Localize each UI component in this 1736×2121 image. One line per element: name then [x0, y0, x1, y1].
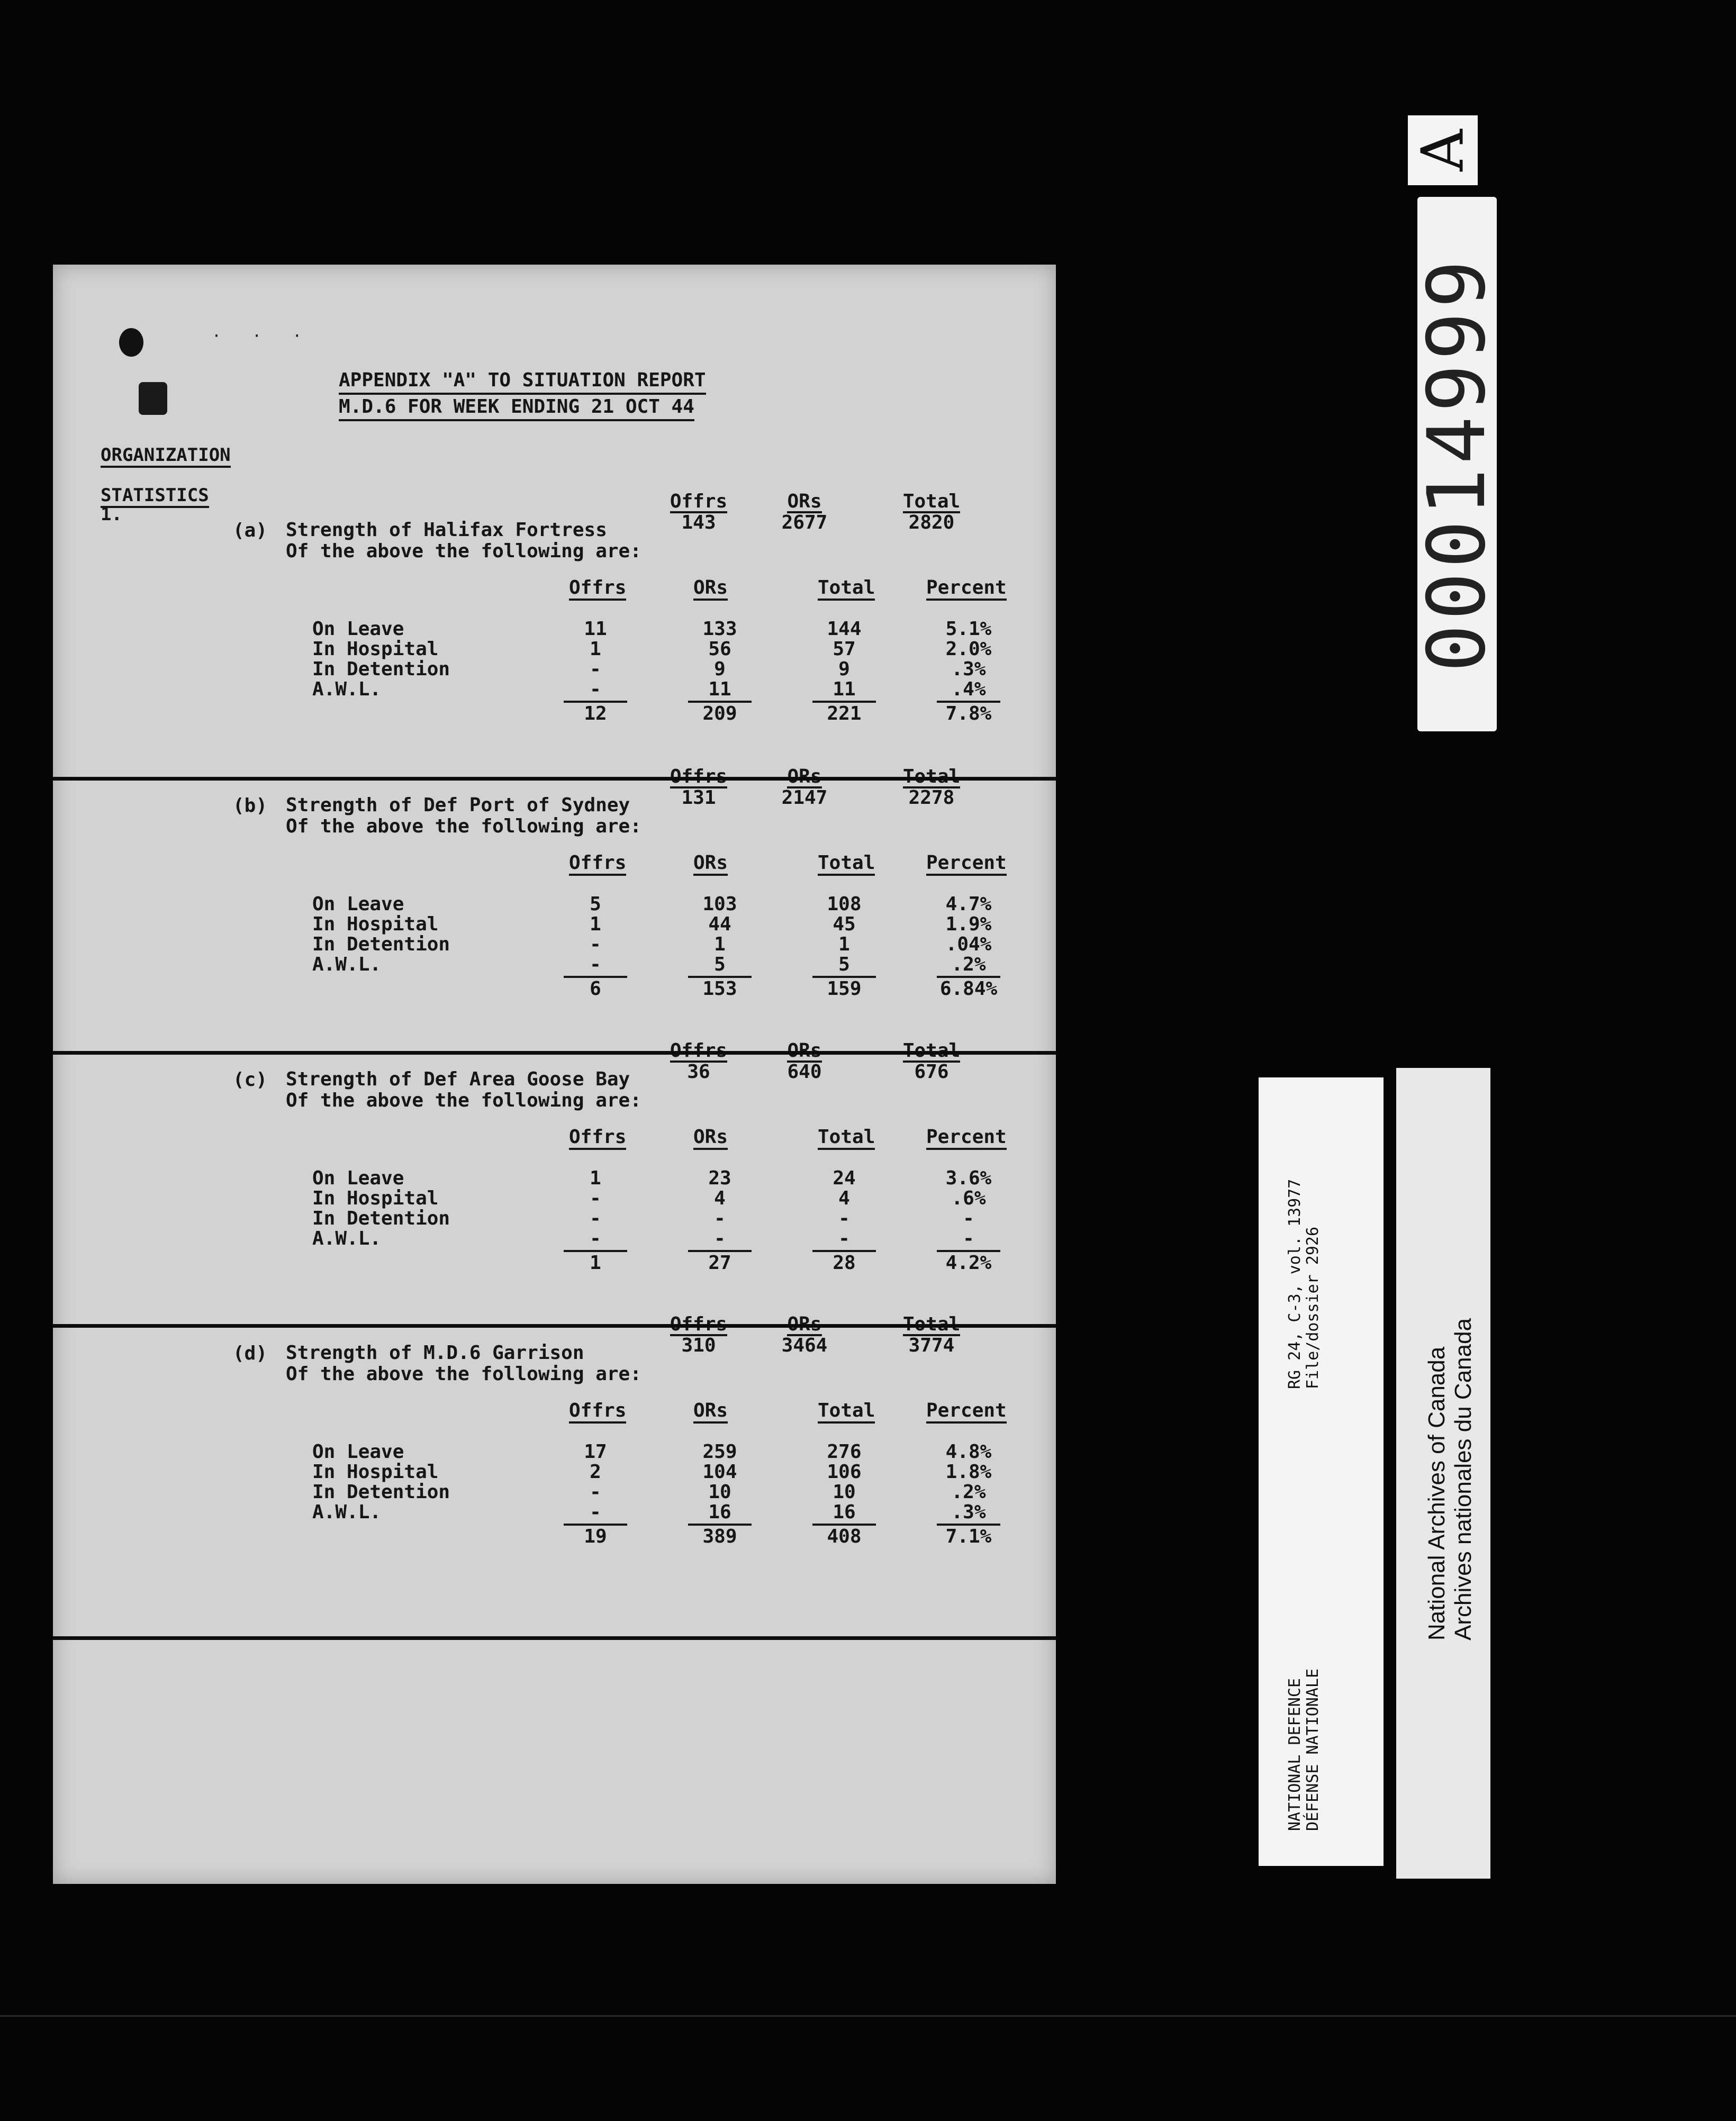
document-page: [53, 265, 1056, 1884]
row-label: In Hospital: [312, 1461, 439, 1483]
strength-heading: Strength of Def Port of Sydney: [286, 794, 630, 816]
row-label: On Leave: [312, 1167, 404, 1189]
archives-line-1: National Archives of Canada: [1424, 1346, 1450, 1640]
section-divider: [53, 777, 1056, 781]
row-label: In Hospital: [312, 638, 439, 660]
cell-offrs: -: [590, 658, 601, 680]
total-ors: 389: [702, 1526, 737, 1547]
department-line-1: NATIONAL DEFENCE: [1286, 1678, 1304, 1831]
column-header-percent: Percent: [926, 1126, 1007, 1150]
total-offrs: 19: [584, 1526, 607, 1547]
strength-heading: Strength of Halifax Fortress: [286, 519, 607, 541]
cell-ors: 23: [708, 1167, 731, 1189]
cell-ors: 10: [708, 1481, 731, 1503]
row-label: In Hospital: [312, 1188, 439, 1209]
cell-total: 144: [827, 618, 862, 640]
column-header-offrs: Offrs: [569, 1126, 626, 1150]
column-header-total: Total: [818, 577, 875, 601]
cell-total: 106: [827, 1461, 862, 1483]
strength-ors-value: 2147: [781, 787, 828, 809]
cell-offrs: 5: [590, 893, 601, 915]
column-header-ors: ORs: [693, 852, 728, 876]
specks: · · ·: [212, 327, 313, 346]
cell-offrs: 1: [590, 913, 601, 935]
strength-offrs-value: 143: [681, 512, 716, 533]
column-header-total: Total: [818, 1126, 875, 1150]
cell-percent: .3%: [951, 1501, 986, 1523]
cell-ors: 44: [708, 913, 731, 935]
total-total: 408: [827, 1526, 862, 1547]
strength-total-value: 676: [914, 1061, 949, 1083]
row-label: On Leave: [312, 618, 404, 640]
cell-offrs: 17: [584, 1441, 607, 1463]
archives-text: [1424, 1318, 1477, 1640]
sub-heading: Of the above the following are:: [286, 540, 641, 562]
section-letter: (a): [233, 520, 268, 541]
total-offrs: 1: [590, 1252, 601, 1274]
cell-percent: .4%: [951, 678, 986, 700]
section-heading: [286, 1069, 641, 1111]
cell-offrs: 1: [590, 1167, 601, 1189]
strength-offrs-value: 36: [687, 1061, 710, 1083]
total-ors: 209: [702, 703, 737, 724]
total-offrs: 6: [590, 978, 601, 1000]
cell-percent: -: [963, 1228, 974, 1249]
cell-percent: 3.6%: [945, 1167, 992, 1189]
cell-percent: 1.9%: [945, 913, 992, 935]
cell-total: 57: [833, 638, 856, 660]
strength-total-value: 2278: [908, 787, 955, 809]
cell-percent: 5.1%: [945, 618, 992, 640]
strength-total-value: 2820: [908, 512, 955, 533]
row-label: A.W.L.: [312, 678, 382, 700]
reference-text: [1286, 1179, 1322, 1389]
cell-total: 1: [838, 933, 850, 955]
section-divider: [53, 1636, 1056, 1640]
cell-total: 10: [833, 1481, 856, 1503]
row-label: In Detention: [312, 1481, 450, 1503]
row-label: A.W.L.: [312, 954, 382, 975]
strength-offrs: [646, 492, 752, 532]
column-header-percent: Percent: [926, 1400, 1007, 1424]
row-label: A.W.L.: [312, 1501, 382, 1523]
document-title: [339, 369, 706, 422]
cell-total: 11: [833, 678, 856, 700]
total-offrs: 12: [584, 703, 607, 724]
cell-ors: 11: [708, 678, 731, 700]
sub-heading: Of the above the following are:: [286, 1363, 641, 1385]
cell-ors: -: [714, 1208, 726, 1229]
row-label: On Leave: [312, 893, 404, 915]
row-label: On Leave: [312, 1441, 404, 1463]
reel-number: 00014999: [1411, 256, 1503, 673]
section-letter: (c): [233, 1069, 268, 1091]
cell-offrs: -: [590, 933, 601, 955]
cell-total: 5: [838, 954, 850, 975]
column-header-total: Total: [818, 1400, 875, 1424]
strength-ors: [752, 1315, 857, 1355]
row-label: A.W.L.: [312, 1228, 382, 1249]
cell-offrs: 2: [590, 1461, 601, 1483]
total-total: 28: [833, 1252, 856, 1274]
total-percent: 7.1%: [945, 1526, 992, 1547]
cell-percent: .04%: [945, 933, 992, 955]
ink-blot: [139, 382, 167, 415]
strength-ors-value: 3464: [781, 1335, 828, 1356]
title-line-1: APPENDIX "A" TO SITUATION REPORT: [339, 369, 706, 395]
department-line-2: DÉFENSE NATIONALE: [1304, 1668, 1322, 1831]
strength-heading: Strength of M.D.6 Garrison: [286, 1342, 584, 1364]
column-header-percent: Percent: [926, 852, 1007, 876]
cell-percent: .3%: [951, 658, 986, 680]
total-percent: 7.8%: [945, 703, 992, 724]
cell-percent: -: [963, 1208, 974, 1229]
strength-offrs-value: 131: [681, 787, 716, 809]
cell-offrs: 11: [584, 618, 607, 640]
column-header-ors: ORs: [693, 1126, 728, 1150]
cell-total: 16: [833, 1501, 856, 1523]
strength-total: [879, 1315, 984, 1355]
strength-total: [879, 492, 984, 532]
cell-ors: 56: [708, 638, 731, 660]
section-heading: [286, 795, 641, 837]
cell-total: 9: [838, 658, 850, 680]
section-letter: (b): [233, 795, 268, 817]
cell-percent: 2.0%: [945, 638, 992, 660]
cell-percent: 4.7%: [945, 893, 992, 915]
section-heading: [286, 1343, 641, 1385]
row-label: In Detention: [312, 933, 450, 955]
cell-percent: .2%: [951, 1481, 986, 1503]
cell-ors: 103: [702, 893, 737, 915]
row-label: In Hospital: [312, 913, 439, 935]
strength-heading: Strength of Def Area Goose Bay: [286, 1068, 630, 1090]
cell-total: 24: [833, 1167, 856, 1189]
strength-ors-value: 2677: [781, 512, 828, 533]
cell-offrs: -: [590, 1481, 601, 1503]
section-letter: (d): [233, 1343, 268, 1364]
strength-total-value: 3774: [908, 1335, 955, 1356]
department-text: [1286, 1669, 1322, 1831]
statistics-heading: [101, 485, 209, 506]
cell-ors: 133: [702, 618, 737, 640]
cell-total: -: [838, 1208, 850, 1229]
cell-offrs: -: [590, 1188, 601, 1209]
cell-ors: 259: [702, 1441, 737, 1463]
cell-percent: .2%: [951, 954, 986, 975]
archives-line-2: Archives nationales du Canada: [1450, 1318, 1476, 1640]
reference-line-2: File/dossier 2926: [1304, 1226, 1322, 1389]
strength-offrs: [646, 767, 752, 808]
cell-offrs: -: [590, 1501, 601, 1523]
strength-offrs-header: Offrs: [670, 491, 728, 512]
column-header-ors: ORs: [693, 1400, 728, 1424]
title-line-2: M.D.6 FOR WEEK ENDING 21 OCT 44: [339, 396, 694, 421]
cell-ors: 5: [714, 954, 726, 975]
column-header-offrs: Offrs: [569, 1400, 626, 1424]
cell-total: -: [838, 1228, 850, 1249]
cell-offrs: -: [590, 954, 601, 975]
strength-total: [879, 1041, 984, 1082]
cell-ors: 104: [702, 1461, 737, 1483]
strength-total-header: Total: [902, 491, 961, 512]
strength-ors-value: 640: [787, 1061, 822, 1083]
section-divider: [53, 1051, 1056, 1055]
cell-offrs: -: [590, 1228, 601, 1249]
total-ors: 27: [708, 1252, 731, 1274]
strength-offrs: [646, 1315, 752, 1355]
letter-tag: [1408, 115, 1478, 185]
strength-total: [879, 767, 984, 808]
strength-ors: [752, 767, 857, 808]
sub-heading: Of the above the following are:: [286, 815, 641, 837]
strength-ors-header: ORs: [787, 491, 822, 512]
column-header-ors: ORs: [693, 577, 728, 601]
total-total: 159: [827, 978, 862, 1000]
column-header-offrs: Offrs: [569, 852, 626, 876]
column-header-offrs: Offrs: [569, 577, 626, 601]
cell-offrs: -: [590, 1208, 601, 1229]
reference-line-1: RG 24, C-3, vol. 13977: [1286, 1179, 1304, 1389]
total-total: 221: [827, 703, 862, 724]
cell-ors: 4: [714, 1188, 726, 1209]
cell-offrs: -: [590, 678, 601, 700]
total-percent: 4.2%: [945, 1252, 992, 1274]
strength-offrs: [646, 1041, 752, 1082]
cell-total: 108: [827, 893, 862, 915]
punch-hole: [119, 328, 143, 357]
cell-percent: .6%: [951, 1188, 986, 1209]
section-heading: [286, 520, 641, 562]
strength-ors: [752, 1041, 857, 1082]
column-header-total: Total: [818, 852, 875, 876]
reel-label: [1411, 197, 1503, 731]
strength-ors: [752, 492, 857, 532]
cell-total: 45: [833, 913, 856, 935]
row-label: In Detention: [312, 658, 450, 680]
total-percent: 6.84%: [939, 978, 998, 1000]
strength-offrs-value: 310: [681, 1335, 716, 1356]
cell-total: 4: [838, 1188, 850, 1209]
statistics-text: STATISTICS: [101, 485, 209, 508]
cell-ors: 9: [714, 658, 726, 680]
cell-ors: 16: [708, 1501, 731, 1523]
cell-total: 276: [827, 1441, 862, 1463]
film-edge: [0, 2015, 1736, 2017]
section-divider: [53, 1324, 1056, 1328]
cell-ors: 1: [714, 933, 726, 955]
cell-percent: 1.8%: [945, 1461, 992, 1483]
organization-heading: ORGANIZATION: [101, 445, 231, 468]
item-number: 1.: [101, 504, 122, 525]
cell-offrs: 1: [590, 638, 601, 660]
sub-heading: Of the above the following are:: [286, 1090, 641, 1111]
column-header-percent: Percent: [926, 577, 1007, 601]
cell-percent: 4.8%: [945, 1441, 992, 1463]
cell-ors: -: [714, 1228, 726, 1249]
row-label: In Detention: [312, 1208, 450, 1229]
total-ors: 153: [702, 978, 737, 1000]
letter-tag-text: A: [1408, 129, 1477, 171]
